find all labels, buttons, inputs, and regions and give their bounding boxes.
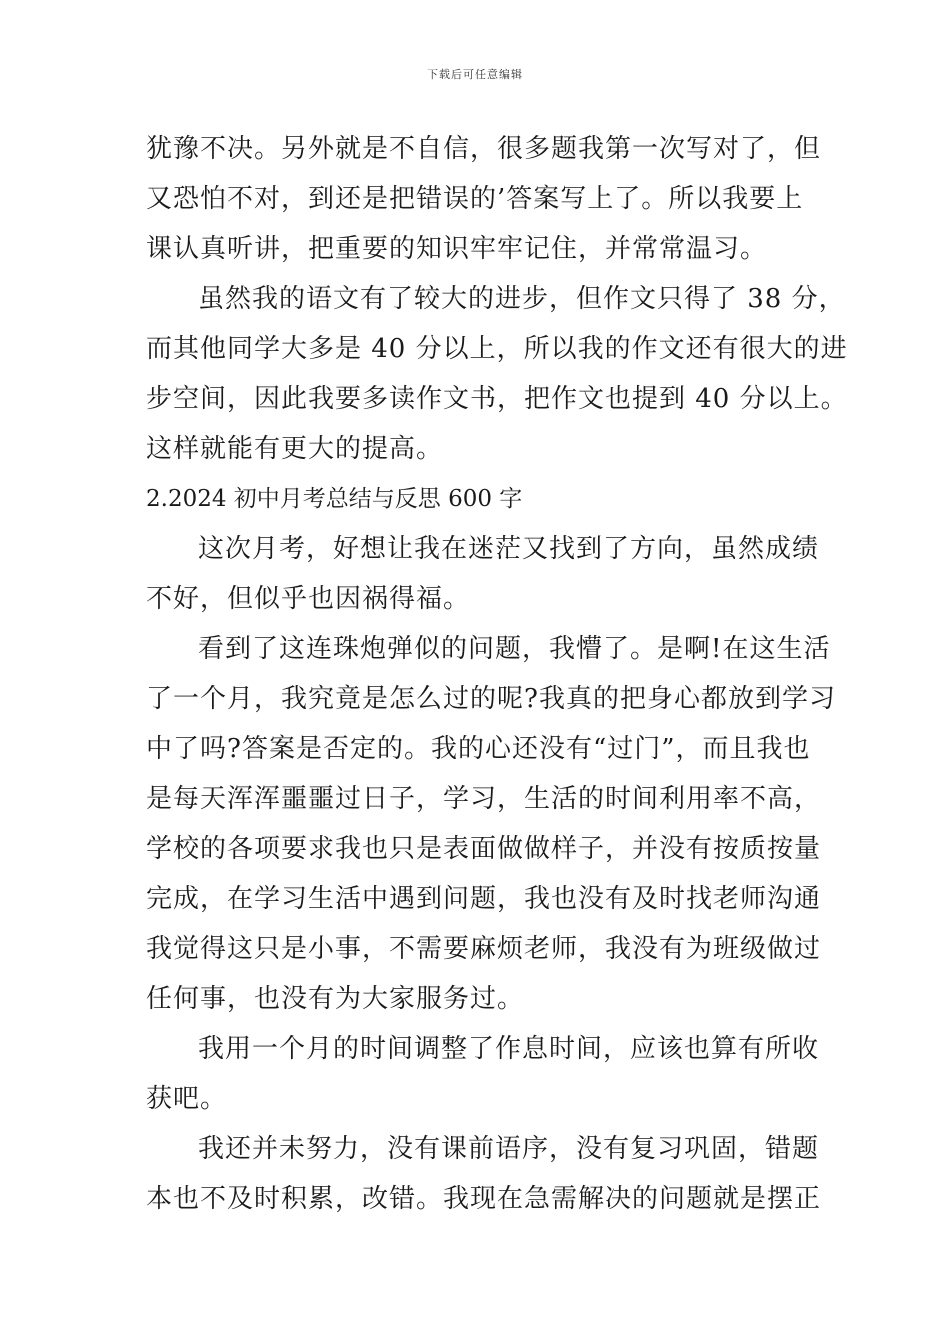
section-heading: 2.2024 初中月考总结与反思 600 字	[146, 486, 523, 512]
text-line-7: 这样就能有更大的提高。	[146, 434, 444, 464]
text-line-17: 我觉得这只是小事，不需要麻烦老师，我没有为班级做过	[146, 934, 822, 964]
text-line-18: 任何事，也没有为大家服务过。	[146, 984, 525, 1014]
text-line-2: 又恐怕不对，到还是把错误的’答案写上了。所以我要上	[146, 184, 804, 214]
page-header: 下载后可任意编辑	[427, 68, 523, 81]
text-line-3: 课认真听讲，把重要的知识牢牢记住，并常常温习。	[146, 234, 768, 264]
text-line-15: 学校的各项要求我也只是表面做做样子，并没有按质按量	[146, 834, 822, 864]
text-line-4: 虽然我的语文有了较大的进步，但作文只得了 38 分，	[198, 284, 846, 314]
text-line-13: 中了吗?答案是否定的。我的心还没有“过门”，而且我也	[146, 734, 811, 764]
text-line-1: 犹豫不决。另外就是不自信，很多题我第一次写对了，但	[146, 134, 822, 164]
text-line-5: 而其他同学大多是 40 分以上，所以我的作文还有很大的进	[146, 334, 848, 364]
text-line-6: 步空间，因此我要多读作文书，把作文也提到 40 分以上。	[146, 384, 848, 414]
text-line-9: 这次月考，好想让我在迷茫又找到了方向，虽然成绩	[198, 534, 820, 564]
text-line-19: 我用一个月的时间调整了作息时间，应该也算有所收	[198, 1034, 820, 1064]
text-line-20: 获吧。	[146, 1084, 228, 1114]
text-line-10: 不好，但似乎也因祸得福。	[146, 584, 471, 614]
text-line-12: 了一个月，我究竟是怎么过的呢?我真的把身心都放到学习	[146, 684, 836, 714]
text-line-22: 本也不及时积累，改错。我现在急需解决的问题就是摆正	[146, 1184, 822, 1214]
text-line-14: 是每天浑浑噩噩过日子，学习，生活的时间利用率不高，	[146, 784, 822, 814]
text-line-21: 我还并未努力，没有课前语序，没有复习巩固，错题	[198, 1134, 820, 1164]
text-line-11: 看到了这连珠炮弹似的问题，我懵了。是啊!在这生活	[198, 634, 831, 664]
text-line-16: 完成，在学习生活中遇到问题，我也没有及时找老师沟通	[146, 884, 822, 914]
